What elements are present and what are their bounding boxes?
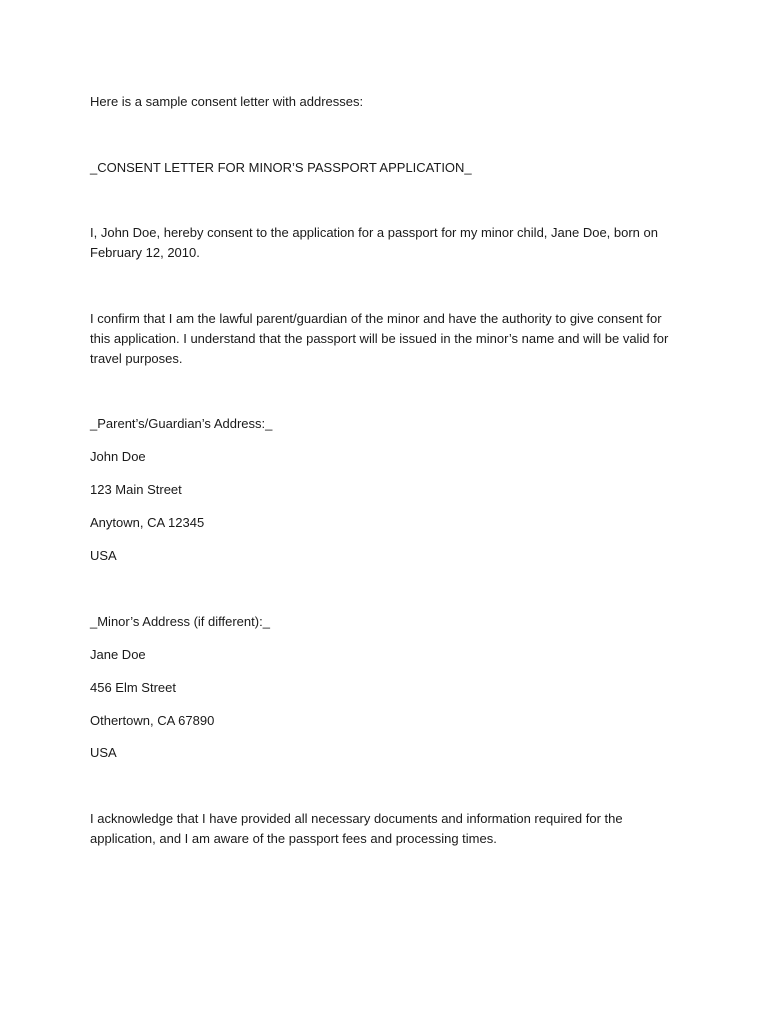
parent-name: John Doe: [90, 449, 146, 464]
parent-city: Anytown, CA 12345: [90, 515, 205, 530]
minor-street: 456 Elm Street: [90, 680, 176, 695]
parent-street: 123 Main Street: [90, 482, 182, 497]
acknowledgement-paragraph: I acknowledge that I have provided all necessary documents and information required for the application, and I am aware of the passport fees and processing times.: [90, 811, 623, 846]
parent-country: USA: [90, 548, 117, 563]
intro-text: Here is a sample consent letter with addresses:: [90, 94, 364, 109]
minor-country: USA: [90, 745, 117, 760]
minor-name: Jane Doe: [90, 647, 146, 662]
consent-paragraph: I, John Doe, hereby consent to the application for a passport for my minor child, Jane Doe, born on February 12, 2010.: [90, 225, 658, 260]
confirmation-paragraph: I confirm that I am the lawful parent/guardian of the minor and have the authority to give consent for this application. I understand that the passport will be issued in the minor’s name and will be valid for travel purposes.: [90, 311, 669, 366]
parent-address-heading: _Parent’s/Guardian’s Address:_: [90, 416, 273, 431]
minor-address-heading: _Minor’s Address (if different):_: [90, 614, 270, 629]
letter-title: _CONSENT LETTER FOR MINOR’S PASSPORT APPLICATION_: [90, 160, 472, 175]
minor-city: Othertown, CA 67890: [90, 713, 215, 728]
